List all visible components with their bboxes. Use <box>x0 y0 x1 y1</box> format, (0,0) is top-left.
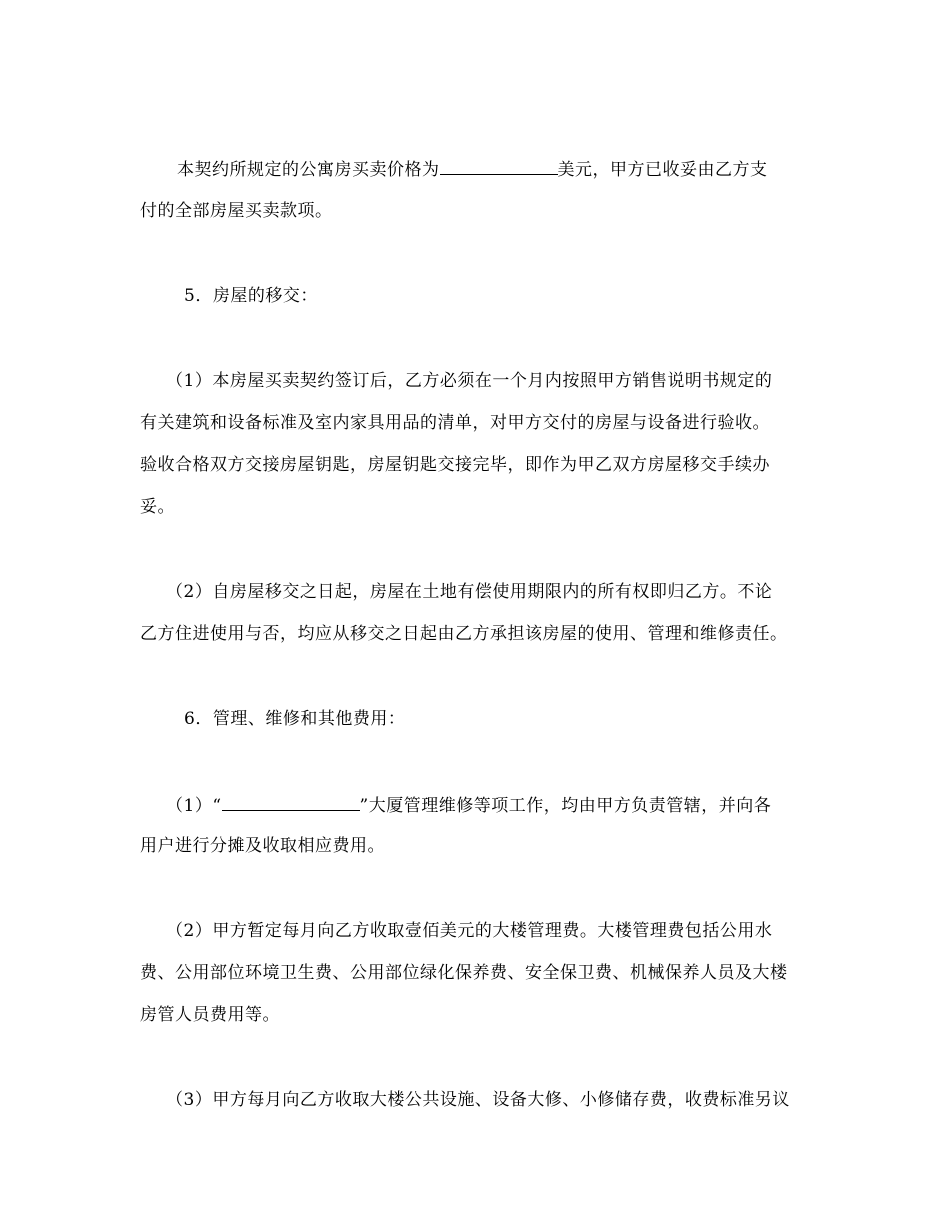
s5-1-line-3: 验收合格双方交接房屋钥匙，房屋钥匙交接完毕，即作为甲乙双方房屋移交手续办 <box>140 455 770 475</box>
s6-3-line-1: （3）甲方每月向乙方收取大楼公共设施、设备大修、小修储存费，收费标准另议 <box>166 1090 790 1110</box>
price-clause-line-1 <box>177 156 768 182</box>
section-5-heading: 5．房屋的移交： <box>184 286 318 306</box>
s6-1-line-1 <box>166 792 771 818</box>
s6-2-line-2: 费、公用部位环境卫生费、公用部位绿化保养费、安全保卫费、机械保养人员及大楼 <box>140 963 788 983</box>
s5-1-line-2: 有关建筑和设备标准及室内家具用品的清单，对甲方交付的房屋与设备进行验收。 <box>140 413 770 433</box>
section-6-heading: 6．管理、维修和其他费用： <box>184 709 406 729</box>
s5-2-line-2: 乙方住进使用与否，均应从移交之日起由乙方承担该房屋的使用、管理和维修责任。 <box>140 624 788 644</box>
building-name-blank <box>222 792 360 811</box>
s5-1-line-1: （1）本房屋买卖契约签订后，乙方必须在一个月内按照甲方销售说明书规定的 <box>166 371 773 391</box>
s6-1-text-before: （1）“ <box>166 796 222 816</box>
s6-1-line-2: 用户进行分摊及收取相应费用。 <box>140 836 385 856</box>
s6-2-line-3: 房管人员费用等。 <box>140 1005 280 1025</box>
price-clause-line-2: 付的全部房屋买卖款项。 <box>140 201 333 221</box>
price-clause-text-before: 本契约所规定的公寓房买卖价格为 <box>177 160 440 180</box>
price-clause-text-after: 美元，甲方已收妥由乙方支 <box>557 160 768 180</box>
s6-1-text-after: ”大厦管理维修等项工作，均由甲方负责管辖，并向各 <box>359 796 772 816</box>
price-blank <box>440 156 558 175</box>
s5-1-line-4: 妥。 <box>140 497 175 517</box>
s5-2-line-1: （2）自房屋移交之日起，房屋在土地有偿使用期限内的所有权即归乙方。不论 <box>166 582 773 602</box>
s6-2-line-1: （2）甲方暂定每月向乙方收取壹佰美元的大楼管理费。大楼管理费包括公用水 <box>166 921 773 941</box>
